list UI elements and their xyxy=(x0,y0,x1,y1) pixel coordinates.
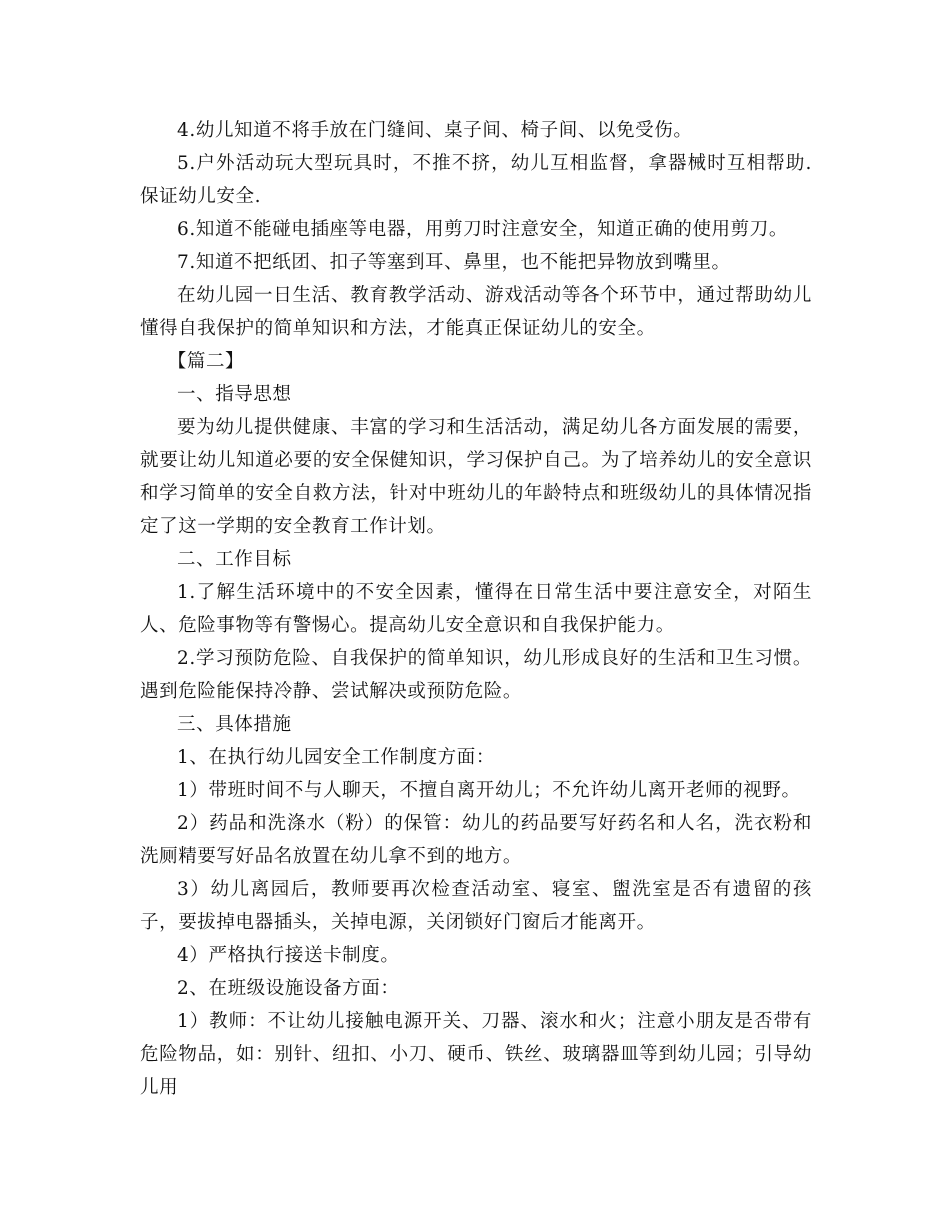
paragraph-item-6: 6.知道不能碰电插座等电器，用剪刀时注意安全，知道正确的使用剪刀。 xyxy=(177,219,788,240)
subheading-class-facilities: 2、在班级设施设备方面： xyxy=(177,978,400,999)
paragraph-item-5: 5.户外活动玩大型玩具时，不推不挤，幼儿互相监督，拿器械时互相帮助.保证幼儿安全. xyxy=(140,153,812,207)
paragraph-item-4: 4.幼儿知道不将手放在门缝间、桌子间、椅子间、以免受伤。 xyxy=(177,120,693,141)
subheading-safety-rules: 1、在执行幼儿园安全工作制度方面： xyxy=(177,747,495,768)
paragraph-facility-1: 1）教师：不让幼儿接触电源开关、刀器、滚水和火；注意小朋友是否带有危险物品，如：别针、纽扣、小刀、硬币、铁丝、玻璃器皿等到幼儿园；引导幼儿用 xyxy=(140,1011,812,1098)
section-heading-part-two: 【篇二】 xyxy=(167,351,245,372)
heading-specific-measures: 三、具体措施 xyxy=(177,714,292,735)
paragraph-goal-1: 1.了解生活环境中的不安全因素，懂得在日常生活中要注意安全，对陌生人、危险事物等有警惕心。提高幼儿安全意识和自我保护能力。 xyxy=(140,582,812,636)
paragraph-rule-3: 3）幼儿离园后，教师要再次检查活动室、寝室、盥洗室是否有遗留的孩子，要拔掉电器插头，关掉电源，关闭锁好门窗后才能离开。 xyxy=(140,879,812,933)
paragraph-rule-4: 4）严格执行接送卡制度。 xyxy=(177,945,400,966)
paragraph-guiding-ideology: 要为幼儿提供健康、丰富的学习和生活活动，满足幼儿各方面发展的需要，就要让幼儿知道必要的安全保健知识，学习保护自己。为了培养幼儿的安全意识和学习简单的安全自救方法，针对中班幼儿的年龄特点和班级幼儿的具体情况指定了这一学期的安全教育工作计划。 xyxy=(140,417,812,537)
document-body xyxy=(140,114,812,1104)
paragraph-rule-1: 1）带班时间不与人聊天，不擅自离开幼儿；不允许幼儿离开老师的视野。 xyxy=(177,780,801,801)
heading-work-goals: 二、工作目标 xyxy=(177,549,292,570)
paragraph-summary: 在幼儿园一日生活、教育教学活动、游戏活动等各个环节中，通过帮助幼儿懂得自我保护的简单知识和方法，才能真正保证幼儿的安全。 xyxy=(140,285,812,339)
paragraph-rule-2: 2）药品和洗涤水（粉）的保管：幼儿的药品要写好药名和人名，洗衣粉和洗厕精要写好品名放置在幼儿拿不到的地方。 xyxy=(140,813,812,867)
paragraph-goal-2: 2.学习预防危险、自我保护的简单知识，幼儿形成良好的生活和卫生习惯。遇到危险能保持冷静、尝试解决或预防危险。 xyxy=(140,648,812,702)
paragraph-item-7: 7.知道不把纸团、扣子等塞到耳、鼻里，也不能把异物放到嘴里。 xyxy=(177,252,731,273)
heading-guiding-ideology: 一、指导思想 xyxy=(177,384,292,405)
